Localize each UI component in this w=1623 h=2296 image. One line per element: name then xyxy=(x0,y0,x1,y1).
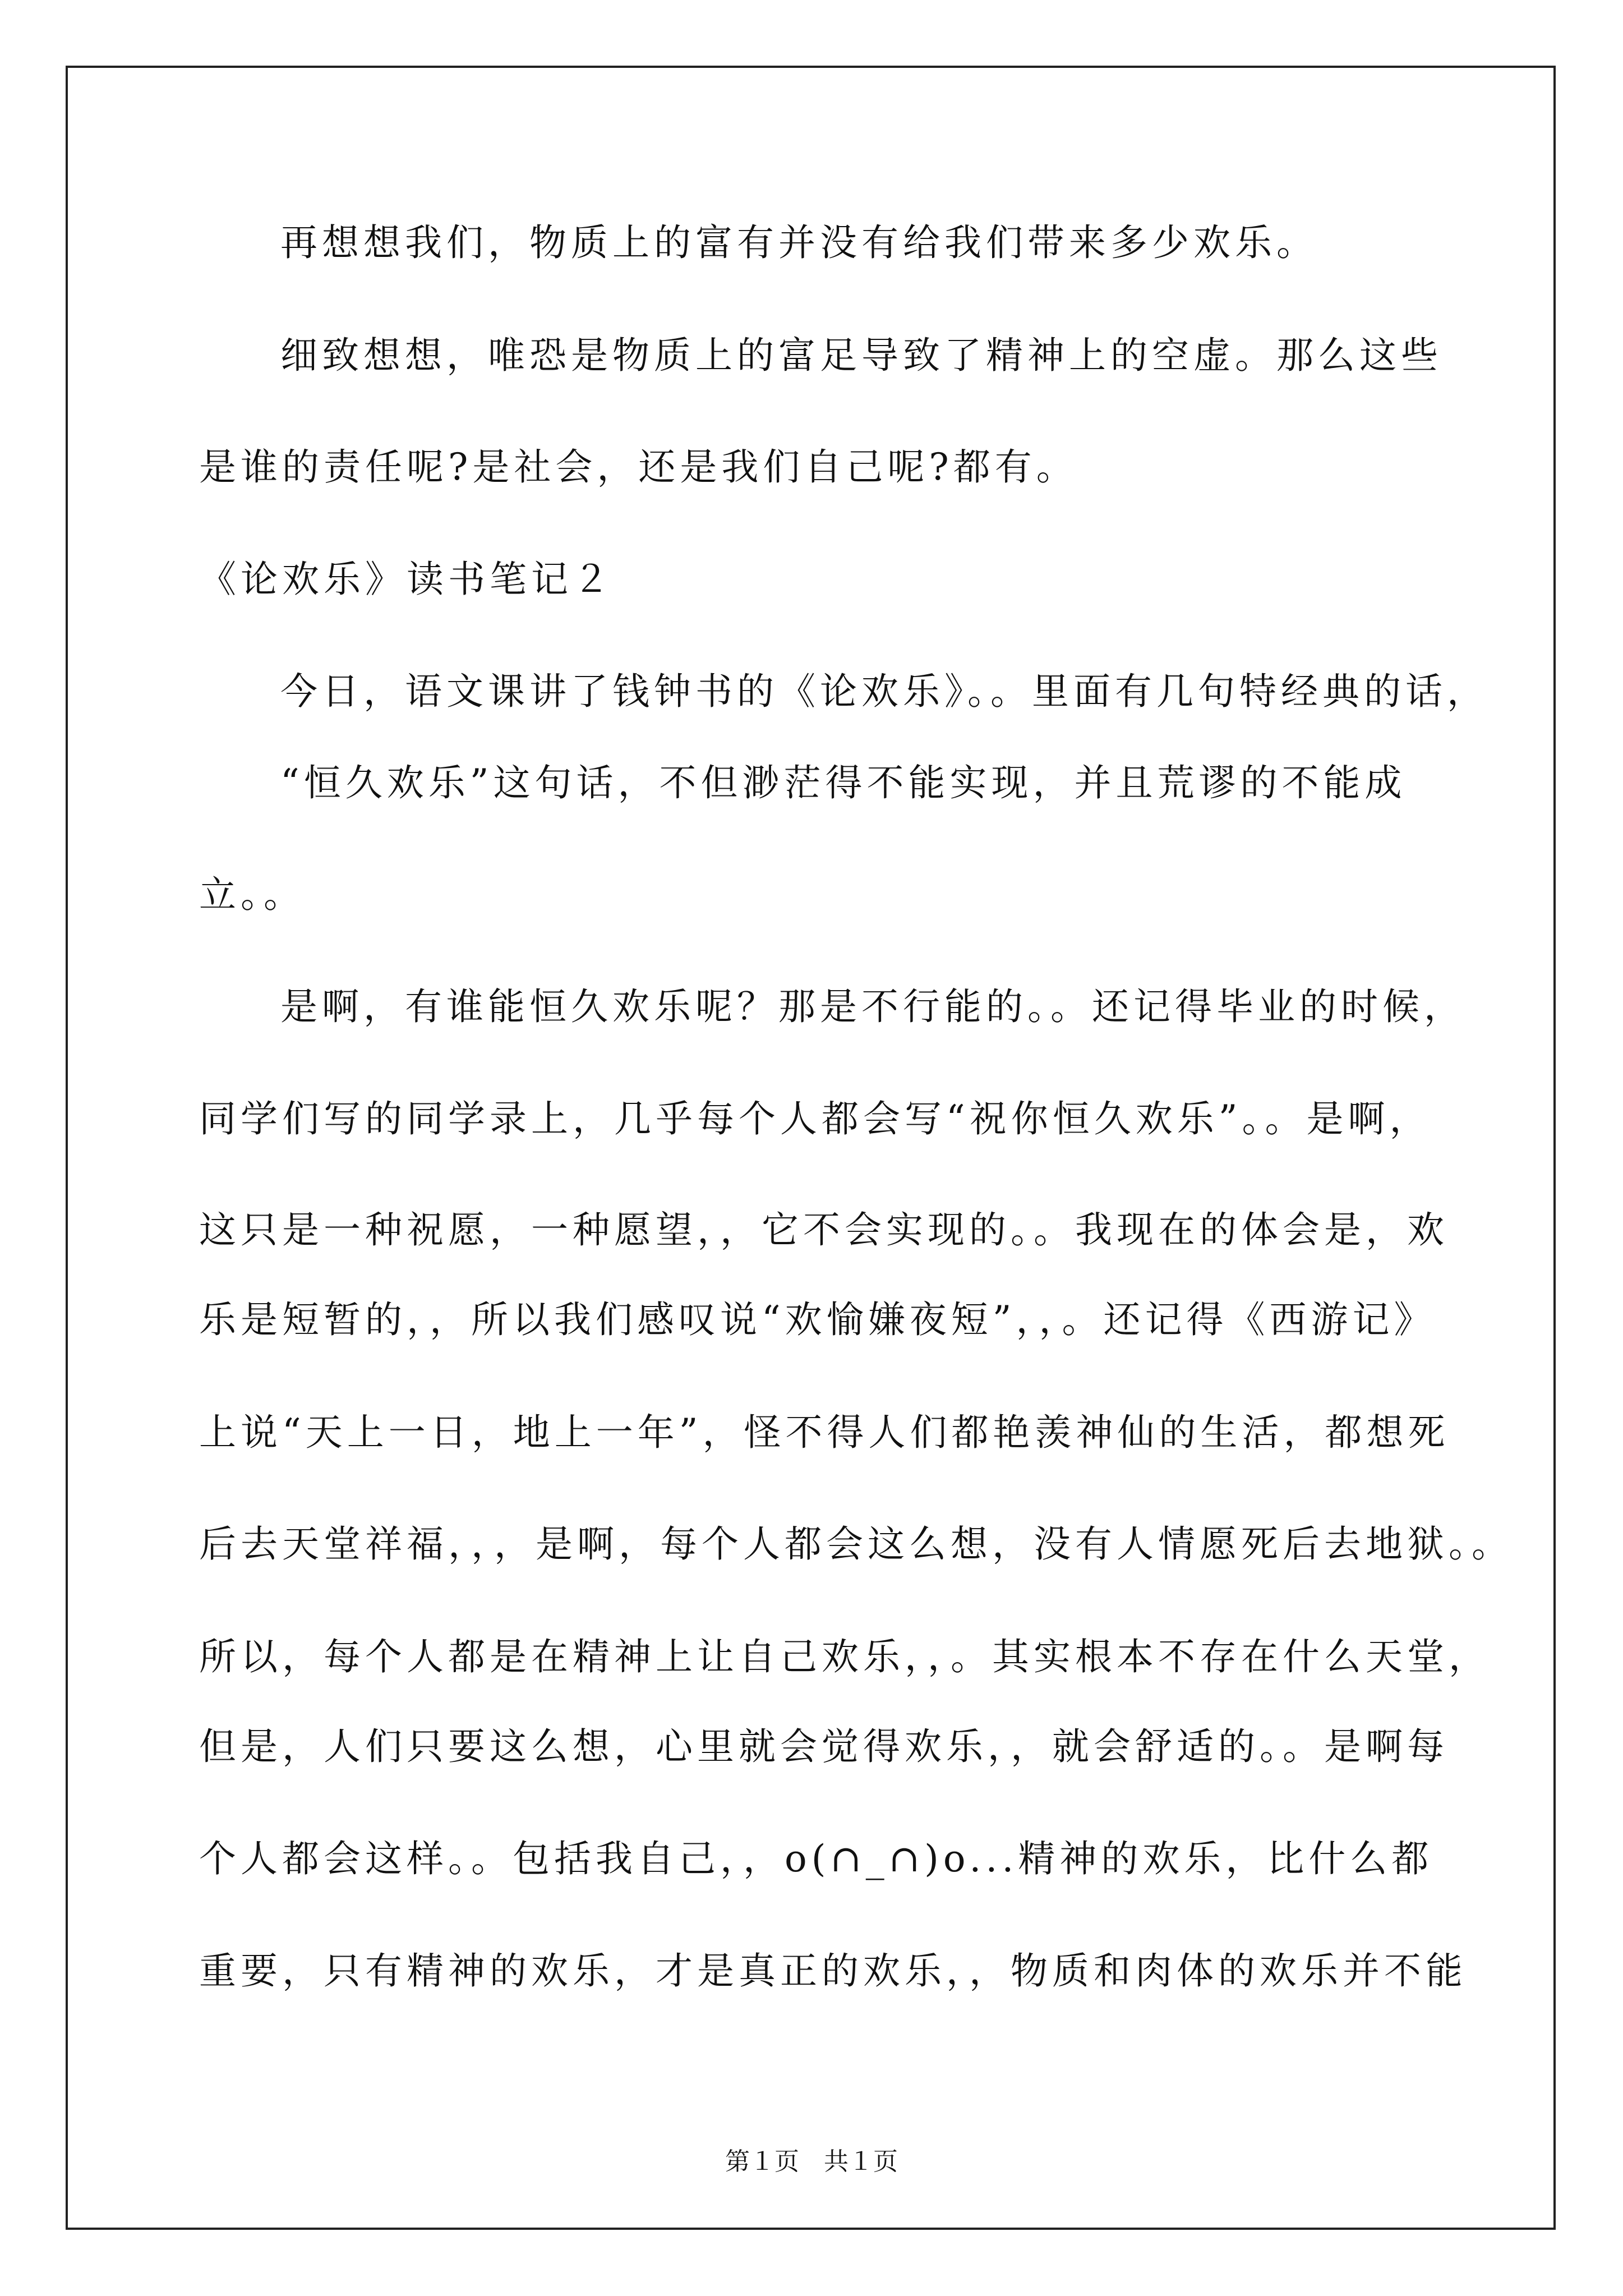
text-line: 上说“天上一日，地上一年”，怪不得人们都艳羡神仙的生活，都想死 xyxy=(199,1411,1450,1454)
text-line: 立。。 xyxy=(199,873,305,916)
text-line: 是谁的责任呢?是社会，还是我们自己呢?都有。 xyxy=(199,445,1078,489)
text-line: 细致想想，唯恐是物质上的富足导致了精神上的空虚。那么这些 xyxy=(280,334,1442,377)
text-line: 今日，语文课讲了钱钟书的《论欢乐》。。里面有几句特经典的话， xyxy=(280,670,1488,713)
page-border xyxy=(66,66,1556,2230)
text-line: 后去天堂祥福，，，是啊，每个人都会这么想，没有人情愿死后去地狱。。 xyxy=(199,1522,1513,1566)
text-line: 是啊，有谁能恒久欢乐呢？那是不行能的。。还记得毕业的时候， xyxy=(280,985,1465,1028)
text-line: 同学们写的同学录上，几乎每个人都会写“祝你恒久欢乐”。。是啊， xyxy=(199,1097,1431,1140)
text-line: 这只是一种祝愿，一种愿望，，它不会实现的。。我现在的体会是，欢 xyxy=(199,1208,1449,1251)
text-line: 但是，人们只要这么想，心里就会觉得欢乐，，就会舒适的。。是啊每 xyxy=(199,1725,1449,1768)
text-line: 所以，每个人都是在精神上让自己欢乐，，。其实根本不存在什么天堂， xyxy=(199,1635,1490,1678)
page-footer: 第１页 共１页 xyxy=(725,2147,898,2176)
text-line: 重要，只有精神的欢乐，才是真正的欢乐，，物质和肉体的欢乐并不能 xyxy=(199,1949,1467,1993)
text-line: 个人都会这样。。包括我自己，，o(∩_∩)o...精神的欢乐，比什么都 xyxy=(199,1837,1433,1880)
text-line: “恒久欢乐”这句话，不但渺茫得不能实现，并且荒谬的不能成 xyxy=(280,761,1407,804)
section-heading: 《论欢乐》读书笔记２ xyxy=(199,558,614,601)
text-line: 再想想我们，物质上的富有并没有给我们带来多少欢乐。 xyxy=(280,221,1318,264)
text-line: 乐是短暂的，，所以我们感叹说“欢愉嫌夜短”，，。还记得《西游记》 xyxy=(199,1298,1436,1341)
